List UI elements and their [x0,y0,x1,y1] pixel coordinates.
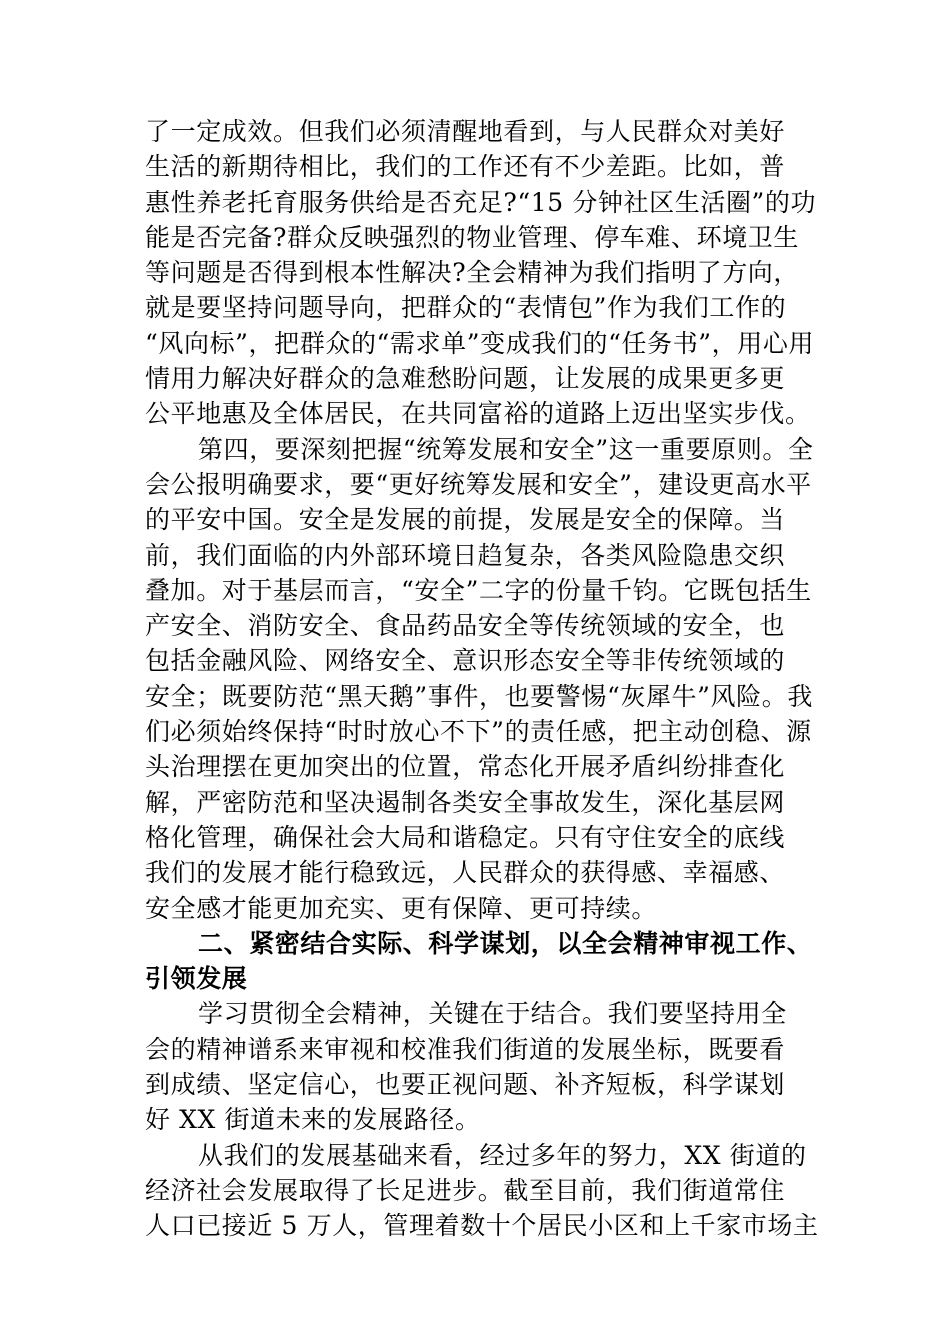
text-line: 包括金融风险、网络安全、意识形态安全等非传统领域的 [145,646,786,676]
text-line: 头治理摆在更加突出的位置，常态化开展矛盾纠纷排查化 [145,752,786,782]
text-line: 解，严密防范和坚决遏制各类安全事故发生，深化基层网 [145,787,786,817]
text-line: 情用力解决好群众的急难愁盼问题，让发展的成果更多更 [145,364,786,394]
text-line: 格化管理，确保社会大局和谐稳定。只有守住安全的底线 [145,822,786,852]
text-line: 公平地惠及全体居民，在共同富裕的道路上迈出坚实步伐。 [145,399,811,429]
text-line: 安全；既要防范“黑天鹅”事件，也要警惕“灰犀牛”风险。我 [145,681,813,711]
text-line: 们必须始终保持“时时放心不下”的责任感，把主动创稳、源 [145,717,812,747]
text-line: 会公报明确要求，要“更好统筹发展和安全”，建设更高水平 [145,469,812,499]
text-line: 能是否完备?群众反映强烈的物业管理、停车难、环境卫生 [145,222,800,252]
text-line: 等问题是否得到根本性解决?全会精神为我们指明了方向， [145,258,800,288]
text-line: 人口已接近 5 万人，管理着数十个居民小区和上千家市场主 [145,1211,819,1241]
text-line: 产安全、消防安全、食品药品安全等传统领域的安全，也 [145,611,786,641]
text-line: 叠加。对于基层而言，“安全”二字的份量千钧。它既包括生 [145,575,812,605]
text-line: 经济社会发展取得了长足进步。截至目前，我们街道常住 [145,1175,786,1205]
text-line: 前，我们面临的内外部环境日趋复杂，各类风险隐患交织 [145,540,786,570]
text-line: 会的精神谱系来审视和校准我们街道的发展坐标，既要看 [145,1034,786,1064]
text-line: 到成绩、坚定信心，也要正视问题、补齐短板，科学谋划 [145,1070,786,1100]
text-line: 安全感才能更加充实、更有保障、更可持续。 [145,893,658,923]
paragraph-start-line: 第四，要深刻把握“统筹发展和安全”这一重要原则。全 [198,434,814,464]
text-line: 了一定成效。但我们必须清醒地看到，与人民群众对美好 [145,117,786,146]
text-line: 我们的发展才能行稳致远，人民群众的获得感、幸福感、 [145,858,786,888]
text-line: 生活的新期待相比，我们的工作还有不少差距。比如，普 [145,152,786,182]
text-line: 好 XX 街道未来的发展路径。 [145,1105,481,1135]
text-line: “风向标”，把群众的“需求单”变成我们的“任务书”，用心用 [145,328,815,358]
document-body [145,114,819,1244]
text-line: 就是要坚持问题导向，把群众的“表情包”作为我们工作的 [145,293,787,323]
paragraph-start-line: 学习贯彻全会精神，关键在于结合。我们要坚持用全 [198,999,787,1029]
section-heading: 二、紧密结合实际、科学谋划，以全会精神审视工作、 [198,928,813,958]
text-line: 惠性养老托育服务供给是否充足?“15 分钟社区生活圈”的功 [145,187,817,217]
paragraph-start-line: 从我们的发展基础来看，经过多年的努力，XX 街道的 [198,1140,807,1170]
text-line: 的平安中国。安全是发展的前提，发展是安全的保障。当 [145,505,786,535]
section-heading-continued: 引领发展 [145,964,248,994]
